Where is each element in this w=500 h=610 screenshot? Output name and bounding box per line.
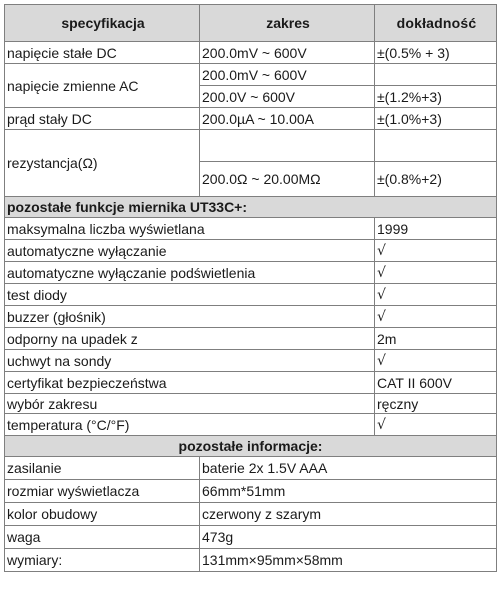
header-specification: specyfikacja bbox=[5, 5, 200, 42]
feature-name: odporny na upadek z bbox=[5, 328, 375, 350]
spec-range: 200.0V ~ 600V bbox=[200, 86, 375, 108]
feature-name: wybór zakresu bbox=[5, 394, 375, 414]
spec-accuracy: ±(0.8%+2) bbox=[375, 162, 497, 197]
table-row bbox=[5, 240, 497, 262]
table-row bbox=[5, 64, 497, 86]
feature-name: uchwyt na sondy bbox=[5, 350, 375, 372]
check-mark-icon: √ bbox=[375, 350, 497, 372]
section-title: pozostałe informacje: bbox=[5, 436, 497, 457]
spec-accuracy: ±(0.5% + 3) bbox=[375, 42, 497, 64]
info-name: waga bbox=[5, 526, 200, 549]
info-value: baterie 2x 1.5V AAA bbox=[200, 457, 497, 480]
table-row bbox=[5, 480, 497, 503]
feature-value: ręczny bbox=[375, 394, 497, 414]
spec-range bbox=[200, 130, 375, 162]
table-header-row bbox=[5, 5, 497, 42]
spec-accuracy: ±(1.2%+3) bbox=[375, 86, 497, 108]
spec-name: napięcie stałe DC bbox=[5, 42, 200, 64]
section-header-other-info bbox=[5, 436, 497, 457]
header-range: zakres bbox=[200, 5, 375, 42]
spec-name: rezystancja(Ω) bbox=[5, 130, 200, 197]
table-row bbox=[5, 526, 497, 549]
table-row bbox=[5, 130, 497, 162]
table-row bbox=[5, 414, 497, 436]
section-header-other-functions bbox=[5, 197, 497, 218]
feature-name: maksymalna liczba wyświetlana bbox=[5, 218, 375, 240]
info-name: rozmiar wyświetlacza bbox=[5, 480, 200, 503]
table-row bbox=[5, 372, 497, 394]
info-value: czerwony z szarym bbox=[200, 503, 497, 526]
check-mark-icon: √ bbox=[375, 306, 497, 328]
table-row bbox=[5, 262, 497, 284]
table-row bbox=[5, 42, 497, 64]
feature-name: buzzer (głośnik) bbox=[5, 306, 375, 328]
table-row bbox=[5, 503, 497, 526]
info-value: 131mm×95mm×58mm bbox=[200, 549, 497, 572]
section-title: pozostałe funkcje miernika UT33C+: bbox=[5, 197, 497, 218]
feature-value: CAT II 600V bbox=[375, 372, 497, 394]
info-name: zasilanie bbox=[5, 457, 200, 480]
check-mark-icon: √ bbox=[375, 414, 497, 436]
spec-name: prąd stały DC bbox=[5, 108, 200, 130]
feature-value: 1999 bbox=[375, 218, 497, 240]
specification-table bbox=[4, 4, 497, 572]
table-row bbox=[5, 549, 497, 572]
spec-accuracy bbox=[375, 130, 497, 162]
spec-accuracy: ±(1.0%+3) bbox=[375, 108, 497, 130]
feature-name: test diody bbox=[5, 284, 375, 306]
feature-name: temperatura (°C/°F) bbox=[5, 414, 375, 436]
check-mark-icon: √ bbox=[375, 240, 497, 262]
header-accuracy: dokładność bbox=[375, 5, 497, 42]
check-mark-icon: √ bbox=[375, 284, 497, 306]
spec-range: 200.0mV ~ 600V bbox=[200, 42, 375, 64]
info-value: 473g bbox=[200, 526, 497, 549]
info-name: wymiary: bbox=[5, 549, 200, 572]
feature-name: automatyczne wyłączanie podświetlenia bbox=[5, 262, 375, 284]
table-row bbox=[5, 394, 497, 414]
spec-range: 200.0mV ~ 600V bbox=[200, 64, 375, 86]
feature-name: automatyczne wyłączanie bbox=[5, 240, 375, 262]
table-row bbox=[5, 108, 497, 130]
spec-accuracy bbox=[375, 64, 497, 86]
table-row bbox=[5, 457, 497, 480]
table-row bbox=[5, 350, 497, 372]
info-value: 66mm*51mm bbox=[200, 480, 497, 503]
feature-name: certyfikat bezpieczeństwa bbox=[5, 372, 375, 394]
check-mark-icon: √ bbox=[375, 262, 497, 284]
table-row bbox=[5, 284, 497, 306]
spec-name: napięcie zmienne AC bbox=[5, 64, 200, 108]
info-name: kolor obudowy bbox=[5, 503, 200, 526]
spec-range: 200.0Ω ~ 20.00MΩ bbox=[200, 162, 375, 197]
table-row bbox=[5, 328, 497, 350]
spec-range: 200.0µA ~ 10.00A bbox=[200, 108, 375, 130]
feature-value: 2m bbox=[375, 328, 497, 350]
table-row bbox=[5, 306, 497, 328]
table-row bbox=[5, 218, 497, 240]
